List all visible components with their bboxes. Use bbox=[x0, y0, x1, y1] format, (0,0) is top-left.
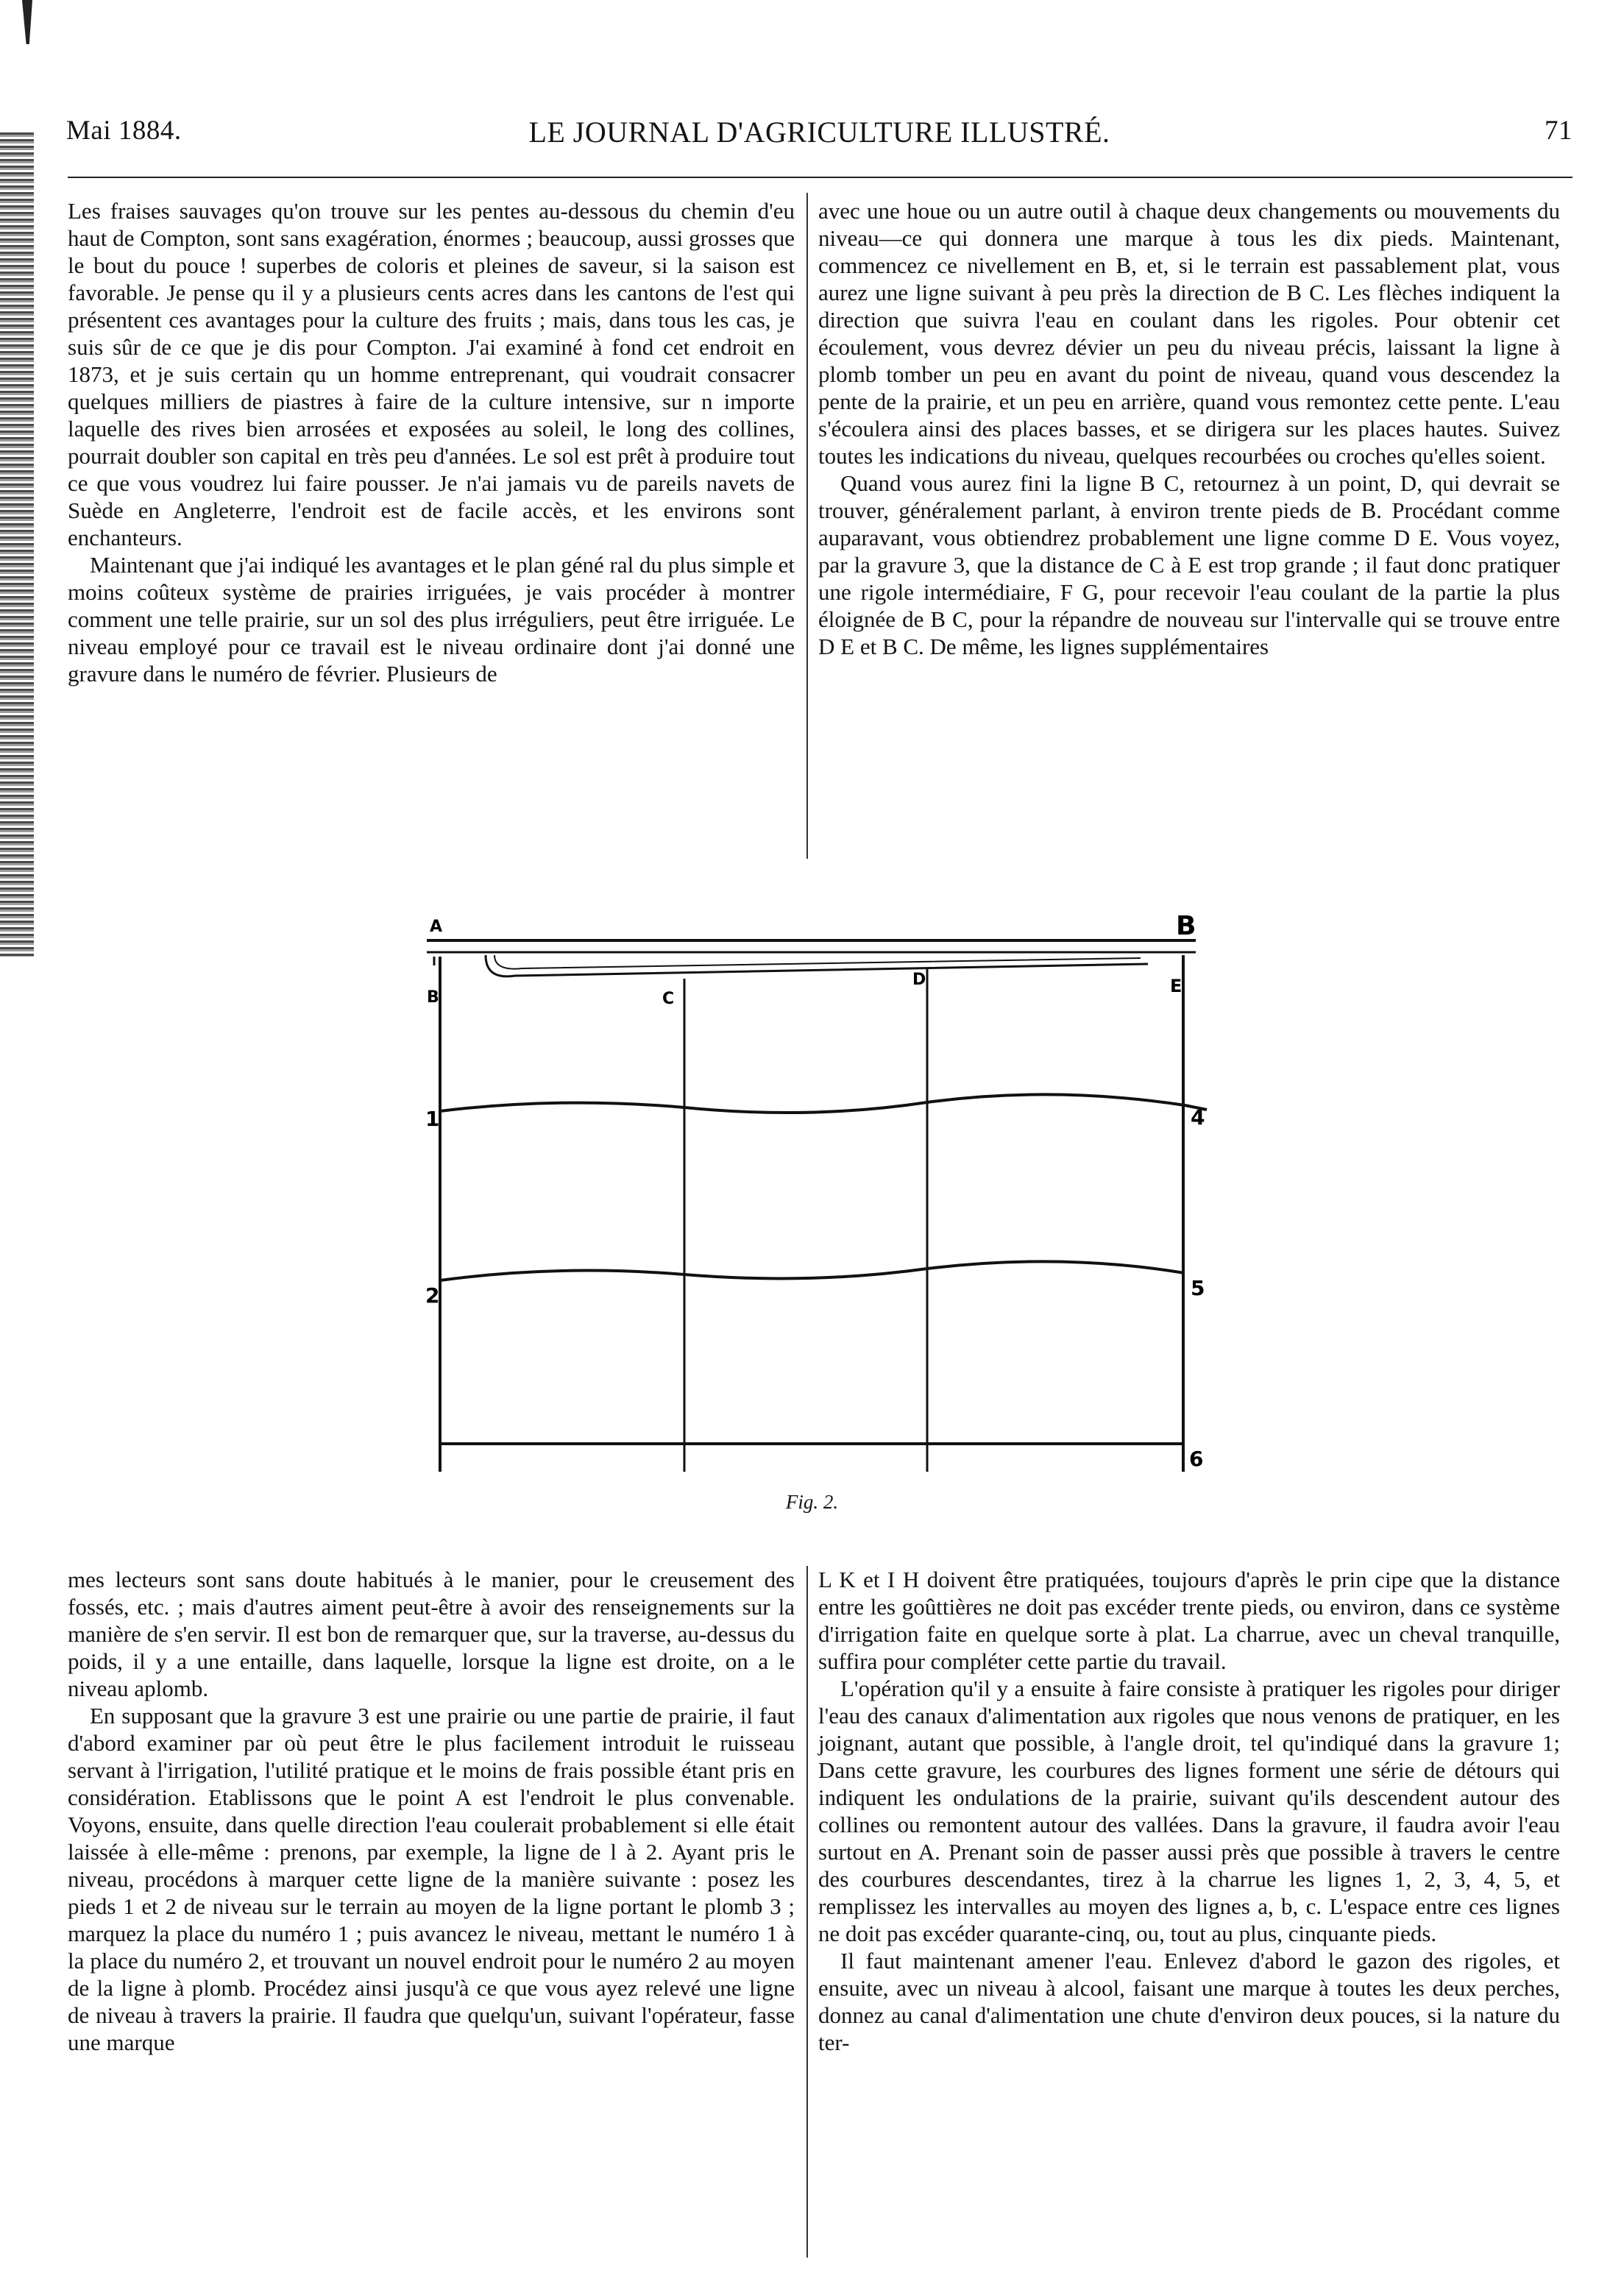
label-d: D bbox=[912, 971, 926, 989]
column-top-left bbox=[68, 197, 795, 859]
page-number: 71 bbox=[1545, 116, 1572, 146]
label-b-top: B bbox=[1176, 912, 1196, 941]
irrigation-figure bbox=[412, 912, 1236, 1486]
label-a: A bbox=[430, 918, 443, 936]
figure-caption: Fig. 2. bbox=[785, 1491, 839, 1513]
column-divider bbox=[806, 193, 808, 859]
label-1: 1 bbox=[425, 1107, 440, 1131]
paragraph: Maintenant que j'ai indiqué les avantages et le plan géné ral du plus simple et moins coûteux système de prairies irriguées, je vais procéder à montrer comment une telle prairie, sur un sol des plus irréguliers, peut être irriguée. Le niveau employé pour ce travail est le niveau ordinaire dont j'ai donné une gravure dans le numéro de février. Plusieurs de bbox=[68, 552, 795, 687]
level-line-1 bbox=[440, 1094, 1207, 1113]
column-bottom-left bbox=[68, 1566, 795, 2258]
column-bottom-right bbox=[818, 1566, 1560, 2258]
label-4: 4 bbox=[1191, 1105, 1205, 1130]
page-header bbox=[66, 110, 1572, 155]
paragraph: En supposant que la gravure 3 est une prairie ou une partie de prairie, il faut d'abord examiner par où peut être le plus facilement introduit le ruisseau servant à l'irrigation, l'utilité pratique et le moins de frais possible étant pris en considération. Etablissons que le point A est l'endroit le plus convenable. Voyons, ensuite, dans quelle direction l'eau coulerait probablement si elle était laissée à elle-même : prenons, par exemple, la ligne de l à 2. Ayant pris le niveau, procédons à marquer cette ligne de la manière suivante : posez les pieds 1 et 2 de niveau sur le terrain au moyen de la ligne portant le plomb 3 ; marquez la place du numéro 1 ; puis avancez le niveau, mettant le numéro 1 à la place du numéro 2, et trouvant un nouvel endroit pour le numéro 2 au moyen de la ligne à plomb. Procédez ainsi jusqu'à ce que vous ayez relevé une ligne de niveau à travers la prairie. Il faudra que quelqu'un, suivant l'opérateur, fasse une marque bbox=[68, 1703, 795, 2055]
irrigation-diagram bbox=[412, 912, 1236, 1486]
paragraph: Il faut maintenant amener l'eau. Enlevez d'abord le gazon des rigoles, et ensuite, avec un niveau à alcool, faisant une marque à toutes les deux perches, donnez au canal d'alimentation une chute d'environ deux pouces, si la nature du ter- bbox=[818, 1948, 1560, 2055]
issue-date: Mai 1884. bbox=[66, 116, 182, 146]
level-line-2 bbox=[440, 1261, 1185, 1280]
label-b-left: B bbox=[427, 988, 439, 1007]
label-5: 5 bbox=[1191, 1276, 1205, 1300]
label-e: E bbox=[1170, 976, 1182, 996]
scan-edge-artifact bbox=[0, 132, 34, 957]
journal-title: LE JOURNAL D'AGRICULTURE ILLUSTRÉ. bbox=[528, 116, 1110, 149]
paragraph: Quand vous aurez fini la ligne B C, retournez à un point, D, qui devrait se trouver, généralement parlant, à environ trente pieds de B. Procédant comme auparavant, vous obtiendrez probablement une ligne comme D E. Vous voyez, par la gravure 3, que la distance de C à E est trop grande ; il faut donc pratiquer une rigole intermédiaire, F G, pour recevoir l'eau coulant de la partie la plus éloignée de B C, pour la répandre de nouveau sur l'intervalle qui se trouve entre D E et B C. De même, les lignes supplémentaires bbox=[818, 470, 1560, 659]
label-2: 2 bbox=[425, 1283, 440, 1308]
paragraph: mes lecteurs sont sans doute habitués à le manier, pour le creusement des fossés, etc. ; mais d'autres aiment peut-être à avoir des renseignements sur la manière de s'en servir. Il est bon de remarquer que, sur la traverse, au-dessus du poids, il y a une entaille, dans laquelle, lorsque la ligne est droite, on a le niveau aplomb. bbox=[68, 1567, 795, 1701]
scan-corner-mark bbox=[22, 0, 32, 44]
paragraph: L'opération qu'il y a ensuite à faire consiste à pratiquer les rigoles pour diriger l'eau des canaux d'alimentation aux rigoles que nous venons de pratiquer, en les joignant, autant que possible, à l'angle droit, tel qu'indiqué dans la gravure 1; Dans cette gravure, les courbures des lignes forment une série de détours qui indiquent les ondulations de la prairie, suivant qu'ils descendent autour des collines ou remontent autour des vallées. Dans la gravure, il faudra avoir l'eau surtout en A. Prenant soin de passer aussi près que possible à travers le centre des courbures descendantes, tirez à la charrue les lignes 1, 2, 3, 4, 5, et remplissez les intervalles au moyen des lignes a, b, c. L'espace entre ces lignes ne doit pas excéder quarante-cinq, ou, tout au plus, cinquante pieds. bbox=[818, 1676, 1560, 1946]
paragraph: avec une houe ou un autre outil à chaque deux changements ou mouvements du niveau—ce qui donnera une marque à tous les dix pieds. Maintenant, commencez ce nivellement en B, et, si le terrain est passablement plat, vous aurez une ligne suivant à peu près la direction de B C. Les flèches indiquent la direction que suivra l'eau en coulant dans les rigoles. Pour obtenir cet écoulement, vous devrez dévier un peu du niveau précis, laissant la ligne à plomb tomber un peu en avant du point de niveau, quand vous descendez la pente de la prairie, et un peu en arrière, quand vous remontez cette pente. L'eau s'écoulera ainsi des places basses, et se dirigera sur les places hautes. Suivez toutes les indications du niveau, quelques recourbées ou croches qu'elles soient. bbox=[818, 198, 1560, 469]
header-rule bbox=[68, 177, 1572, 178]
column-top-right bbox=[818, 197, 1560, 859]
feeder-channel bbox=[434, 955, 1148, 976]
column-divider bbox=[806, 1566, 808, 2258]
label-c: C bbox=[662, 990, 675, 1008]
paragraph: L K et I H doivent être pratiquées, toujours d'après le prin cipe que la distance entre les goûttières ne doit pas excéder trente pieds, ou environ, dans ce système d'irrigation faite en quelque sorte à plat. La charrue, avec un cheval tranquille, suffira pour compléter cette partie du travail. bbox=[818, 1567, 1560, 1674]
paragraph: Les fraises sauvages qu'on trouve sur les pentes au-dessous du chemin d'eu haut de Compton, sont sans exagération, énormes ; beaucoup, aussi grosses que le bout du pouce ! superbes de coloris et pleines de saveur, si la saison est favorable. Je pense qu il y a plusieurs cents acres dans les cantons de l'est qui présentent ces avantages pour la culture des fruits ; mais, dans tous les cas, je suis sûr de ce que je dis pour Compton. J'ai examiné à fond cet endroit en 1873, et je suis certain qu un homme entreprenant, qui voudrait consacrer quelques milliers de piastres à faire de la culture intensive, sur n importe laquelle des rives bien arrosées et exposées au soleil, le long des collines, pourrait doubler son capital en très peu d'années. Le sol est prêt à produire tout ce que vous voudrez lui faire pousser. Je n'ai jamais vu de pareils navets de Suède en Angleterre, l'endroit est de facile accès, et les environs sont enchanteurs. bbox=[68, 198, 795, 550]
label-6: 6 bbox=[1189, 1447, 1204, 1471]
